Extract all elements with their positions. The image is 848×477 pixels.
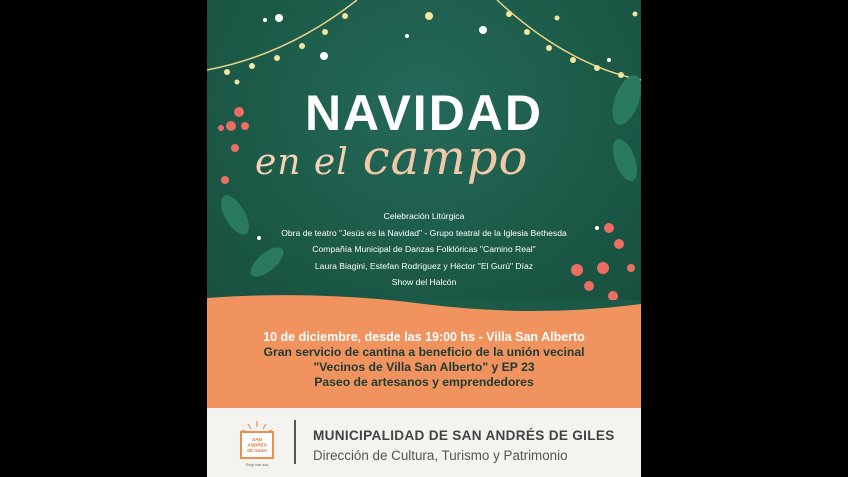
program-list: [207, 208, 641, 291]
svg-text:ANDRÉS: ANDRÉS: [247, 442, 267, 448]
svg-text:DE GILES: DE GILES: [247, 448, 267, 453]
program-item: Laura Biagini, Estefan Rodríguez y Héctor "El Gurú" Díaz: [314, 260, 534, 271]
event-detail: Gran servicio de cantina a beneficio de la unión vecinal: [263, 345, 585, 359]
event-subtitle: [255, 130, 528, 186]
event-poster: [207, 0, 641, 477]
event-info: [207, 330, 641, 390]
svg-text:Elegí vivir acá: Elegí vivir acá: [245, 463, 269, 467]
municipality-logo: [238, 419, 276, 469]
footer-divider: [294, 420, 296, 464]
program-item: Compañía Municipal de Danzas Folklóricas "Camino Real": [312, 244, 536, 255]
event-detail: Paseo de artesanos y emprendedores: [314, 375, 534, 389]
program-item: Show del Halcón: [391, 277, 457, 288]
subtitle-prefix: en el: [255, 142, 349, 183]
department-name: Dirección de Cultura, Turismo y Patrimonio: [313, 448, 568, 463]
footer: [207, 408, 641, 477]
program-item: Obra de teatro "Jesús es la Navidad" - Grupo teatral de la Iglesia Bethesda: [281, 227, 567, 238]
municipality-name: MUNICIPALIDAD DE SAN ANDRÉS DE GILES: [313, 428, 615, 443]
event-date: 10 de diciembre, desde las 19:00 hs - Villa San Alberto: [263, 330, 585, 344]
svg-text:SAN: SAN: [252, 437, 262, 442]
event-detail: "Vecinos de Villa San Alberto" y EP 23: [313, 360, 535, 374]
event-title: NAVIDAD: [304, 85, 544, 141]
program-item: Celebración Litúrgica: [383, 211, 465, 221]
subtitle-main: campo: [362, 130, 529, 186]
